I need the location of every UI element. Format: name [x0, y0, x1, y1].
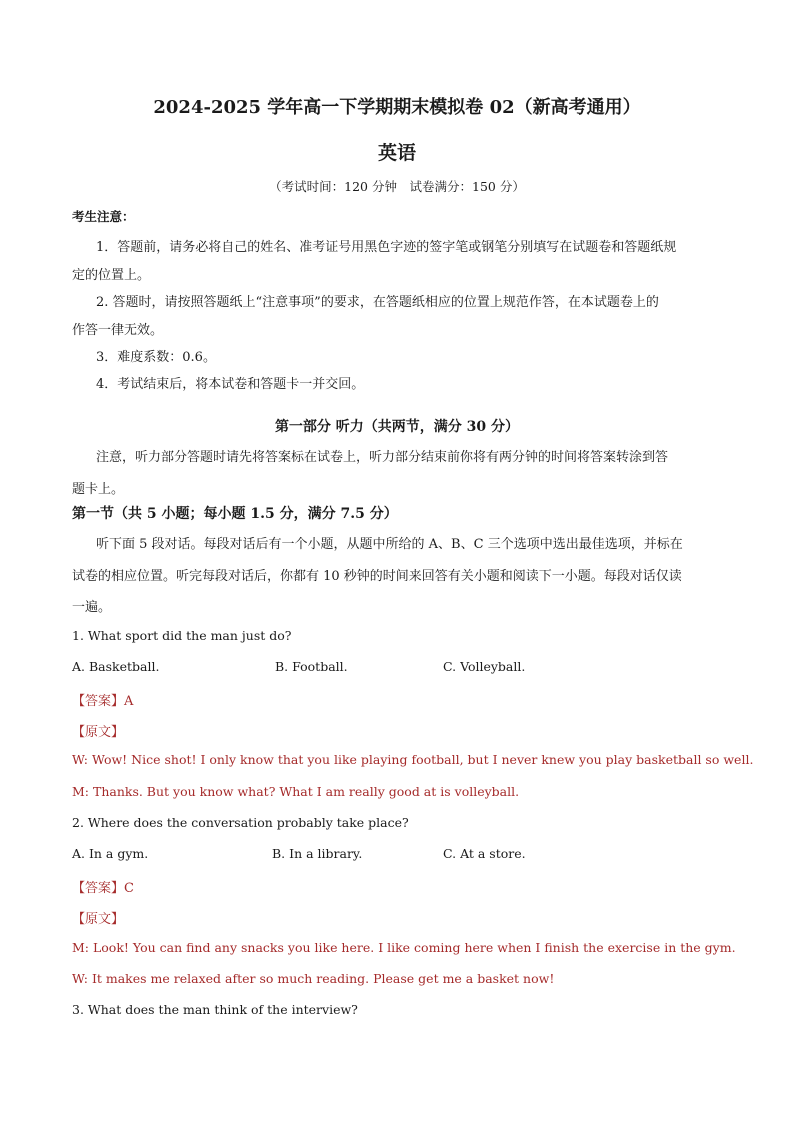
- question-1-stem: 1. What sport did the man just do?: [72, 628, 292, 643]
- question-2-option-c: C. At a store.: [443, 846, 526, 861]
- question-2-answer: 【答案】C: [72, 881, 134, 896]
- notice-item-2-line-1: 2. 答题时，请按照答题纸上“注意事项”的要求，在答题纸相应的位置上规范作答，在本试题卷上的: [96, 295, 659, 310]
- question-1-transcript-line-1: W: Wow! Nice shot! I only know that you like playing football, but I never knew you play basketball so well.: [72, 752, 754, 767]
- notice-item-3: 3．难度系数：0.6。: [96, 350, 216, 365]
- question-2-option-b: B. In a library.: [272, 846, 363, 861]
- section1-heading: 第一节（共 5 小题；每小题 1.5 分，满分 7.5 分）: [72, 506, 398, 522]
- question-2-transcript-line-1: M: Look! You can find any snacks you like here. I like coming here when I finish the exercise in the gym.: [72, 940, 736, 955]
- notice-item-1-line-1: 1．答题前，请务必将自己的姓名、准考证号用黑色字迹的签字笔或钢笔分别填写在试题卷和答题纸规: [96, 240, 677, 255]
- question-2-transcript-label: 【原文】: [72, 912, 125, 927]
- question-2-option-a: A. In a gym.: [72, 846, 149, 861]
- question-1-option-b: B. Football.: [275, 659, 348, 674]
- question-1-option-a: A. Basketball.: [72, 659, 160, 674]
- section1-instruction-line-1: 听下面 5 段对话。每段对话后有一个小题，从题中所给的 A、B、C 三个选项中选出最佳选项，并标在: [96, 537, 683, 552]
- exam-info: （考试时间：120 分钟 试卷满分：150 分）: [269, 179, 525, 194]
- question-1-transcript-line-2: M: Thanks. But you know what? What I am really good at is volleyball.: [72, 784, 520, 799]
- question-3-stem: 3. What does the man think of the interview?: [72, 1002, 358, 1017]
- question-2-transcript-line-2: W: It makes me relaxed after so much reading. Please get me a basket now!: [72, 971, 555, 986]
- notice-item-1-line-2: 定的位置上。: [72, 268, 151, 283]
- notice-heading: 考生注意：: [72, 209, 135, 224]
- question-1-option-c: C. Volleyball.: [443, 659, 526, 674]
- part1-note-line-2: 题卡上。: [72, 482, 125, 497]
- question-1-answer: 【答案】A: [72, 694, 134, 709]
- notice-item-4: 4．考试结束后，将本试卷和答题卡一并交回。: [96, 377, 365, 392]
- part1-note-line-1: 注意，听力部分答题时请先将答案标在试卷上，听力部分结束前你将有两分钟的时间将答案转涂到答: [96, 450, 669, 465]
- subject-title: 英语: [377, 142, 416, 164]
- section1-instruction-line-2: 试卷的相应位置。听完每段对话后，你都有 10 秒钟的时间来回答有关小题和阅读下一小题。每段对话仅读: [72, 569, 682, 584]
- section1-instruction-line-3: 一遍。: [72, 600, 112, 615]
- part1-heading: 第一部分 听力（共两节，满分 30 分）: [274, 419, 520, 435]
- exam-title: 2024-2025 学年高一下学期期末模拟卷 02（新高考通用）: [153, 97, 641, 118]
- notice-item-2-line-2: 作答一律无效。: [72, 323, 164, 338]
- question-2-stem: 2. Where does the conversation probably take place?: [72, 815, 409, 830]
- question-1-transcript-label: 【原文】: [72, 725, 125, 740]
